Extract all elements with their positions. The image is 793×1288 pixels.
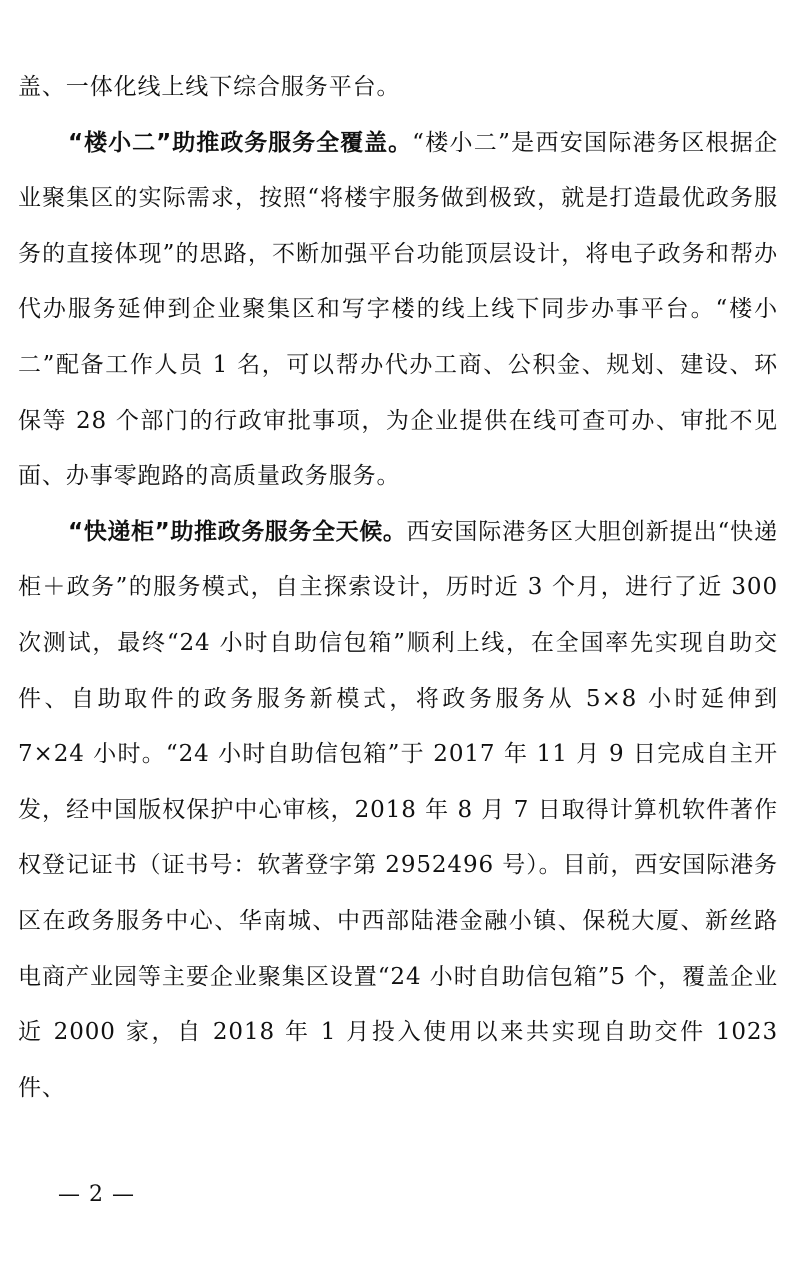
paragraph-continuation [18,60,778,116]
paragraph-text: 盖、一体化线上线下综合服务平台。 [18,74,401,100]
paragraph-lou-xiao-er [18,116,778,505]
document-body [18,60,778,1116]
paragraph-text: 西安国际港务区大胆创新提出“快递柜＋政务”的服务模式，自主探索设计，历时近 3 个月，进行了近 300 次测试，最终“24 小时自助信包箱”顺利上线，在全国率先实现自助交件、自助取件的政务服务新模式，将政务服务从 5×8 小时延伸到 7×24 小时。“24 小时自助信包箱”于 2017 年 11 月 9 日完成自主开发，经中国版权保护中心审核，2018 年 8 月 7 日取得计算机软件著作权登记证书（证书号：软著登字第 2952496 号）。目前，西安国际港务区在政务服务中心、华南城、中西部陆港金融小镇、保税大厦、新丝路电商产业园等主要企业聚集区设置“24 小时自助信包箱”5 个，覆盖企业近 2000 家，自 2018 年 1 月投入使用以来共实现自助交件 1023 件、 [18,518,778,1101]
paragraph-express-locker [18,505,778,1117]
paragraph-lead-heading: “快递柜”助推政务服务全天候。 [68,518,407,545]
page-number: — 2 — [58,1182,135,1207]
paragraph-text: “楼小二”是西安国际港务区根据企业聚集区的实际需求，按照“将楼宇服务做到极致，就是打造最优政务服务的直接体现”的思路，不断加强平台功能顶层设计，将电子政务和帮办代办服务延伸到企业聚集区和写字楼的线上线下同步办事平台。“楼小二”配备工作人员 1 名，可以帮办代办工商、公积金、规划、建设、环保等 28 个部门的行政审批事项，为企业提供在线可查可办、审批不见面、办事零跑路的高质量政务服务。 [18,129,778,490]
paragraph-lead-heading: “楼小二”助推政务服务全覆盖。 [68,129,413,156]
